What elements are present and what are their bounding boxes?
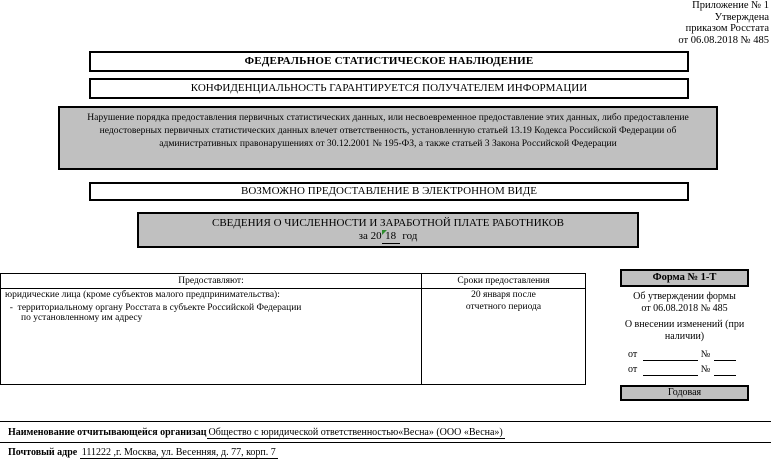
- approval-info: [612, 291, 757, 315]
- from-label: от: [628, 349, 638, 360]
- electronic-submission-header: ВОЗМОЖНО ПРЕДОСТАВЛЕНИЕ В ЭЛЕКТРОННОМ ВИДЕ: [89, 182, 689, 201]
- changes-label: О внесении изменений (при: [624, 319, 745, 330]
- warning-notice: Нарушение порядка предоставления первичных статистических данных, или несвоевременное предоставление этих данных, либо предоставление недостоверных первичных статистических данных влечет ответственность, установленную статьей 13.19 Кодекса Российской Федерации об административных правонарушениях от 30.12.2001 № 195-ФЗ, а также статьей 3 Закона Российской Федерации: [58, 106, 718, 170]
- reporting-year-row: [139, 230, 637, 244]
- approved-label: Утверждена: [714, 11, 769, 23]
- year-input[interactable]: 18: [382, 230, 400, 244]
- deadline-column-header: Сроки предоставления: [422, 274, 586, 289]
- providers-text: юридические лица (кроме субъектов малого предпринимательства):: [5, 290, 280, 300]
- deadline-text: 20 января после: [471, 290, 536, 300]
- form-title-box: [137, 212, 639, 248]
- providers-text: - территориальному органу Росстата в субъекте Российской Федерации: [5, 303, 302, 313]
- changes-info: [612, 319, 757, 343]
- divider: [0, 421, 771, 422]
- change-row-2: [628, 364, 748, 376]
- change-date-input[interactable]: [643, 350, 698, 361]
- providers-table: [0, 273, 586, 385]
- number-label: №: [700, 349, 711, 360]
- form-title: СВЕДЕНИЯ О ЧИСЛЕННОСТИ И ЗАРАБОТНОЙ ПЛАТЕ РАБОТНИКОВ: [212, 217, 564, 229]
- change-row-1: [628, 349, 748, 361]
- providers-text: по установленному им адресу: [21, 313, 143, 323]
- federal-observation-header: ФЕДЕРАЛЬНОЕ СТАТИСТИЧЕСКОЕ НАБЛЮДЕНИЕ: [89, 51, 689, 72]
- year-prefix: за 20: [358, 230, 382, 242]
- change-number-input[interactable]: [714, 350, 736, 361]
- from-label: от: [628, 364, 638, 375]
- organization-name-value[interactable]: Общество с юридической ответственностью«Весна» (ООО «Весна»): [208, 427, 503, 438]
- providers-cell: [1, 289, 422, 385]
- approval-label: Об утверждении формы: [633, 291, 736, 302]
- changes-label-cont: наличии): [664, 331, 705, 342]
- divider: [0, 442, 771, 443]
- organization-name-label: Наименование отчитывающейся организац: [8, 427, 207, 438]
- deadline-text: отчетного периода: [465, 302, 542, 312]
- table-row: [1, 289, 586, 385]
- order-label: приказом Росстата: [685, 23, 769, 34]
- organization-name-row: [8, 427, 505, 439]
- deadline-cell: [422, 289, 586, 385]
- form-code-box: Форма № 1-Т: [620, 269, 749, 287]
- approval-date: от 06.08.2018 № 485: [641, 303, 728, 314]
- postal-address-label: Почтовый адре: [8, 447, 78, 458]
- appendix-block: [678, 0, 769, 46]
- postal-address-value[interactable]: 111222 ,г. Москва, ул. Весенняя, д. 77, корп. 7: [81, 447, 276, 458]
- period-box: Годовая: [620, 385, 749, 401]
- order-date: от 06.08.2018 № 485: [678, 34, 769, 46]
- providers-column-header: Предоставляют:: [1, 274, 422, 289]
- number-label: №: [700, 364, 711, 375]
- postal-address-row: [8, 447, 278, 459]
- year-suffix: год: [402, 230, 418, 242]
- appendix-number: Приложение № 1: [692, 0, 769, 11]
- table-header-row: [1, 274, 586, 289]
- change-date-input[interactable]: [643, 365, 698, 376]
- change-number-input[interactable]: [714, 365, 736, 376]
- confidentiality-header: КОНФИДЕНЦИАЛЬНОСТЬ ГАРАНТИРУЕТСЯ ПОЛУЧАТЕЛЕМ ИНФОРМАЦИИ: [89, 78, 689, 99]
